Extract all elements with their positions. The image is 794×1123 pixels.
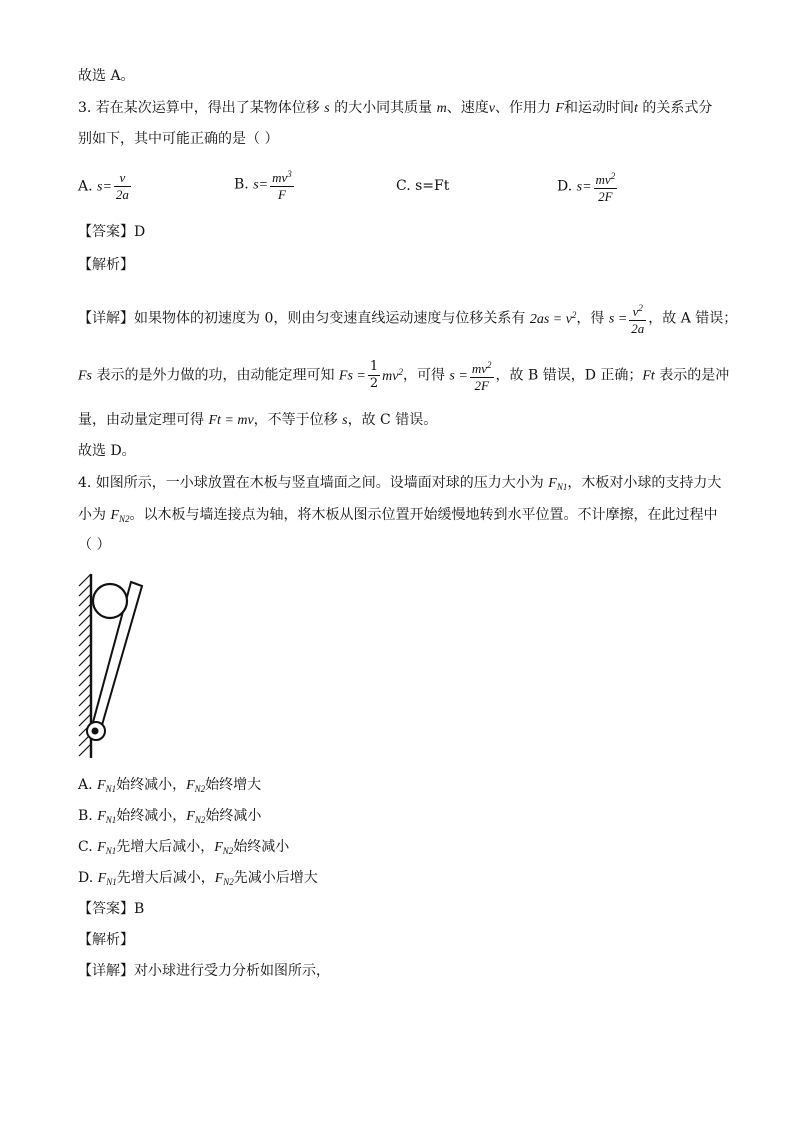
symbol-FN2 (186, 809, 205, 824)
q4-option-c (78, 837, 289, 861)
option-text: s=Ft (415, 178, 450, 194)
symbol-Fs: Fs (78, 368, 92, 384)
exponent: 2 (571, 309, 577, 320)
option-text: 始终减小 (205, 808, 262, 824)
force-symbol: F (97, 809, 106, 824)
force-symbol: F (548, 476, 557, 491)
q3-text: 和运动时间 (563, 100, 634, 116)
conclusion-text: 故选 A。 (78, 68, 135, 84)
q4-text: 4. 如图所示，一小球放置在木板与竖直墙面之间。设墙面对球的压力大小为 (78, 475, 544, 491)
q4-option-d (78, 868, 318, 892)
option-text: 先增大后减小， (116, 839, 215, 855)
q3-text: 的关系式分 (642, 100, 713, 116)
q4-option-b (78, 806, 261, 830)
symbol-v: v (488, 101, 495, 116)
fraction (270, 166, 294, 203)
equation-2as (529, 309, 577, 327)
symbol-FN1 (97, 778, 116, 793)
option-text: 始终减小， (116, 808, 187, 824)
numerator-base: mv (471, 361, 487, 376)
fraction-numerator: 1 (369, 359, 379, 374)
option-label: D. (78, 870, 94, 886)
force-symbol: F (97, 840, 106, 855)
subscript: N2 (119, 514, 130, 524)
fraction (594, 168, 618, 205)
option-lhs: s= (576, 179, 592, 195)
equation-rhs (382, 366, 403, 384)
answer-3: 【答案】D (78, 224, 146, 240)
force-symbol: F (110, 508, 120, 523)
q3-option-b (234, 166, 296, 203)
detail-text: ，得 (576, 310, 605, 327)
q3-text: 、作用力 (494, 100, 551, 116)
symbol-F: F (555, 101, 564, 116)
fraction (629, 300, 646, 337)
fraction-numerator: v (114, 170, 131, 187)
option-text: 始终减小， (116, 777, 187, 793)
wall-ball-board-figure (74, 570, 154, 762)
detail-text: ，可得 (402, 367, 445, 384)
detail-text: ，故 C 错误。 (347, 412, 438, 428)
subscript: N2 (223, 877, 234, 887)
force-symbol: F (186, 809, 195, 824)
symbol-FN1 (98, 871, 117, 886)
question-4-line2 (78, 505, 718, 529)
exponent: 3 (287, 169, 292, 179)
option-text: 始终减小 (233, 839, 290, 855)
numerator-base: v (632, 304, 639, 319)
fraction (470, 357, 494, 394)
option-text: 先减小后增大 (233, 870, 318, 886)
exponent: 2 (398, 366, 403, 377)
equation-lhs: s = (608, 311, 628, 327)
q3-option-c (396, 178, 449, 194)
symbol-FN1 (548, 476, 567, 491)
force-symbol: F (214, 840, 223, 855)
subscript: N2 (194, 784, 206, 794)
subscript: N1 (556, 482, 568, 492)
question-4-line3: （ ） (78, 537, 111, 553)
subscript: N2 (222, 846, 234, 856)
symbol-t: t (633, 101, 638, 116)
subscript: N1 (105, 784, 117, 794)
rhs-base: mv (382, 368, 399, 384)
symbol-s: s (342, 413, 348, 428)
detail-text: 表示的是冲 (659, 367, 730, 384)
option-label: D. (557, 178, 573, 195)
symbol-FN2 (186, 778, 205, 793)
option-label: B. (78, 808, 93, 824)
fraction-denominator: F (277, 187, 286, 202)
symbol-FN2 (110, 508, 129, 523)
exponent: 2 (638, 303, 643, 313)
force-symbol: F (186, 778, 195, 793)
fraction-denominator: 2F (474, 378, 489, 393)
option-lhs: s= (97, 179, 112, 195)
subscript: N1 (105, 815, 117, 825)
option-label: C. (396, 178, 411, 194)
numerator-base: mv (272, 170, 288, 185)
fraction-numerator (470, 357, 494, 378)
force-symbol: F (97, 871, 107, 886)
fraction-denominator: 2a (631, 321, 645, 336)
equation-ft-mv: Ft = mv (208, 413, 254, 428)
detail-text: ，故 A 错误； (648, 310, 738, 327)
equation-lhs: s = (449, 368, 468, 384)
q3-text: 、速度 (446, 100, 489, 116)
subscript: N1 (106, 877, 117, 887)
ball (93, 584, 127, 618)
fraction (368, 359, 380, 392)
symbol-FN1 (97, 840, 116, 855)
q3-option-a (78, 170, 133, 203)
fraction (114, 170, 131, 203)
question-3-stem (78, 98, 712, 119)
symbol-Ft: Ft (642, 368, 655, 384)
fraction-denominator: 2 (369, 376, 379, 391)
analysis-4-heading: 【解析】 (78, 932, 134, 948)
answer-4: 【答案】B (78, 901, 145, 917)
detail-3-line3 (78, 410, 437, 431)
q4-text: 。以木板与墙连接点为轴，将木板从图示位置开始缓慢地转到水平位置。不计摩擦，在此过程中 (129, 507, 718, 523)
detail-text: 量，由动量定理可得 (78, 412, 204, 428)
symbol-s: s (324, 101, 330, 116)
force-symbol: F (214, 871, 224, 886)
q4-text: 小为 (78, 507, 106, 523)
option-label: B. (234, 176, 249, 193)
pivot-center (92, 728, 99, 735)
detail-text: 【详解】如果物体的初速度为 0，则由匀变速直线运动速度与位移关系有 (78, 310, 526, 327)
option-label: C. (78, 839, 93, 855)
detail-4: 【详解】对小球进行受力分析如图所示， (78, 963, 330, 979)
symbol-m: m (436, 101, 447, 116)
q4-option-a (78, 775, 261, 799)
detail-text: ，故 B 错误，D 正确； (495, 367, 643, 384)
fraction-denominator: 2a (115, 187, 129, 202)
option-text: 先增大后减小， (116, 870, 215, 886)
exponent: 2 (610, 171, 616, 181)
q3-text: 3. 若在某次运算中，得出了某物体位移 (78, 100, 320, 116)
detail-text: ，不等于位移 (253, 412, 338, 428)
question-4-line1 (78, 473, 721, 497)
fraction-denominator: 2F (598, 189, 613, 204)
option-lhs: s= (253, 177, 269, 193)
conclusion-text-d: 故选 D。 (78, 443, 136, 459)
q4-text: ，木板对小球的支持力大 (567, 475, 722, 491)
question-3-stem-line2: 别如下，其中可能正确的是（ ） (78, 131, 279, 147)
q3-option-d (557, 168, 619, 205)
equation-lhs: Fs = (338, 368, 366, 384)
analysis-3-heading: 【解析】 (78, 257, 134, 273)
symbol-FN2 (215, 871, 234, 886)
fraction-numerator (629, 300, 646, 321)
q3-text: 的大小同其质量 (334, 100, 433, 116)
symbol-FN2 (214, 840, 233, 855)
exponent: 2 (487, 360, 492, 370)
symbol-FN1 (97, 809, 116, 824)
detail-3-line2 (78, 357, 729, 394)
subscript: N1 (105, 846, 117, 856)
detail-3-line1 (78, 300, 737, 337)
equation-body: 2as = v (529, 311, 572, 327)
numerator-base: mv (595, 172, 611, 187)
fraction-numerator (594, 168, 618, 189)
option-text: 始终增大 (205, 777, 262, 793)
subscript: N2 (194, 815, 206, 825)
detail-text: 表示的是外力做的功，由动能定理可知 (96, 367, 335, 384)
option-label: A. (78, 178, 93, 195)
option-label: A. (78, 777, 93, 793)
force-symbol: F (97, 778, 106, 793)
fraction-numerator (270, 166, 294, 187)
